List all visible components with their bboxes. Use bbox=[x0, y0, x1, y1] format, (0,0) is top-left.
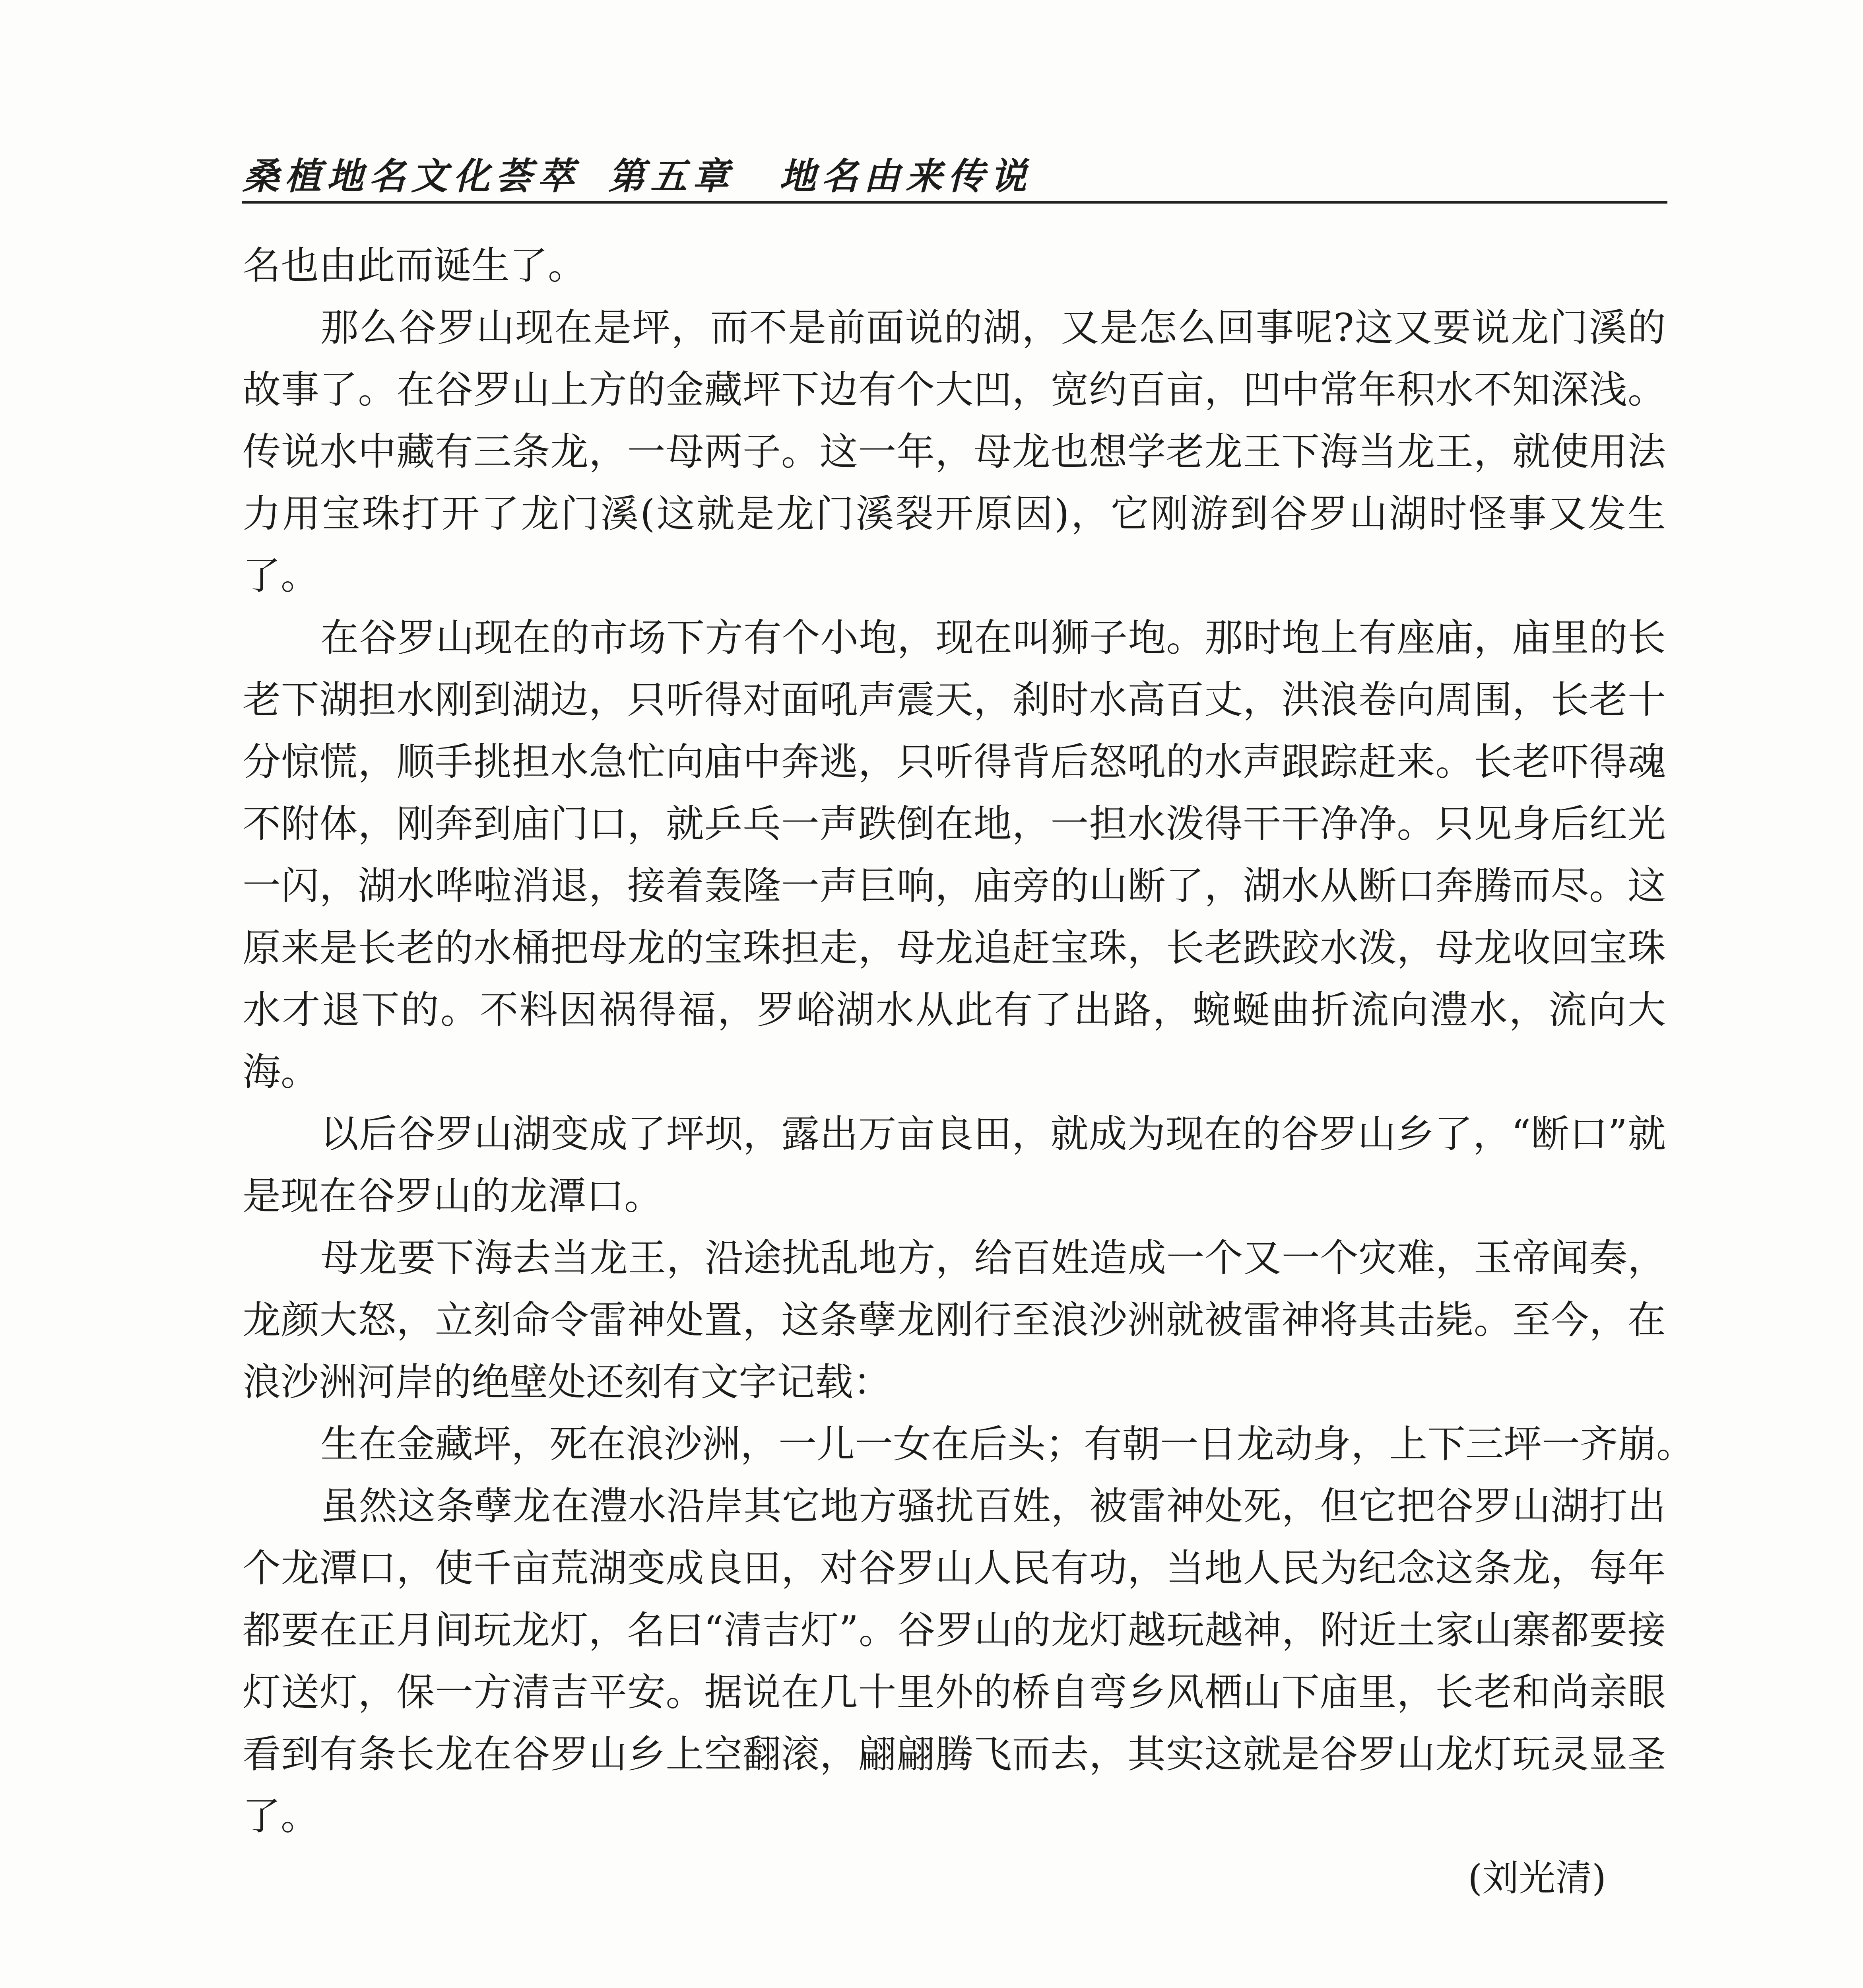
book-title: 桑植地名文化荟萃 bbox=[243, 155, 580, 198]
inscription-text: 生在金藏坪，死在浪沙洲，一儿一女在后头；有朝一日龙动身，上下三坪一齐崩。 bbox=[320, 1422, 1694, 1466]
paragraph-continued: 名也由此而诞生了。 bbox=[243, 243, 586, 288]
paragraph: 在谷罗山现在的市场下方有个小垉，现在叫狮子垉。那时垉上有座庙，庙里的长老下湖担水刚到湖边，只听得对面吼声震天，刹时水高百丈，洪浪卷向周围，长老十分惊慌，顺手挑担水急忙向庙中奔逃，只听得背后怒吼的水声跟踪赶来。长老吓得魂不附体，刚奔到庙门口，就乒乓一声跌倒在地，一担水泼得干干净净。只见身后红光一闪，湖水哗啦消退，接着轰隆一声巨响，庙旁的山断了，湖水从断口奔腾而尽。这原来是长老的水桶把母龙的宝珠担走，母龙追赶宝珠，长老跌跤水泼，母龙收回宝珠水才退下的。不料因祸得福，罗峪湖水从此有了出路，蜿蜒曲折流向澧水，流向大海。 bbox=[243, 615, 1666, 1094]
chapter-label: 第五章 bbox=[608, 155, 735, 198]
paragraph: 母龙要下海去当龙王，沿途扰乱地方，给百姓造成一个又一个灾难，玉帝闻奏，龙颜大怒，立刻命令雷神处置，这条孽龙刚行至浪沙洲就被雷神将其击毙。至今，在浪沙洲河岸的绝壁处还刻有文字记载： bbox=[243, 1236, 1666, 1404]
author-attribution: (刘光清) bbox=[1468, 1857, 1606, 1899]
running-header bbox=[243, 131, 1666, 198]
header-divider bbox=[242, 201, 1667, 204]
paragraph: 虽然这条孽龙在澧水沿岸其它地方骚扰百姓，被雷神处死，但它把谷罗山湖打出个龙潭口，使千亩荒湖变成良田，对谷罗山人民有功，当地人民为纪念这条龙，每年都要在正月间玩龙灯，名曰“清吉灯”。谷罗山的龙灯越玩越神，附近土家山寨都要接灯送灯，保一方清吉平安。据说在几十里外的桥自弯乡风栖山下庙里，长老和尚亲眼看到有条长龙在谷罗山乡上空翻滚，翩翩腾飞而去，其实这就是谷罗山龙灯玩灵显圣了。 bbox=[243, 1484, 1666, 1839]
section-label: 地名由来传说 bbox=[779, 155, 1032, 198]
paragraph: 以后谷罗山湖变成了坪坝，露出万亩良田，就成为现在的谷罗山乡了，“断口”就是现在谷罗山的龙潭口。 bbox=[243, 1112, 1666, 1218]
main-text bbox=[243, 235, 1694, 1899]
paragraph: 那么谷罗山现在是坪，而不是前面说的湖，又是怎么回事呢?这又要说龙门溪的故事了。在谷罗山上方的金藏坪下边有个大凹，宽约百亩，凹中常年积水不知深浅。传说水中藏有三条龙，一母两子。这一年，母龙也想学老龙王下海当龙王，就使用法力用宝珠打开了龙门溪(这就是龙门溪裂开原因)，它刚游到谷罗山湖时怪事又发生了。 bbox=[243, 305, 1666, 598]
